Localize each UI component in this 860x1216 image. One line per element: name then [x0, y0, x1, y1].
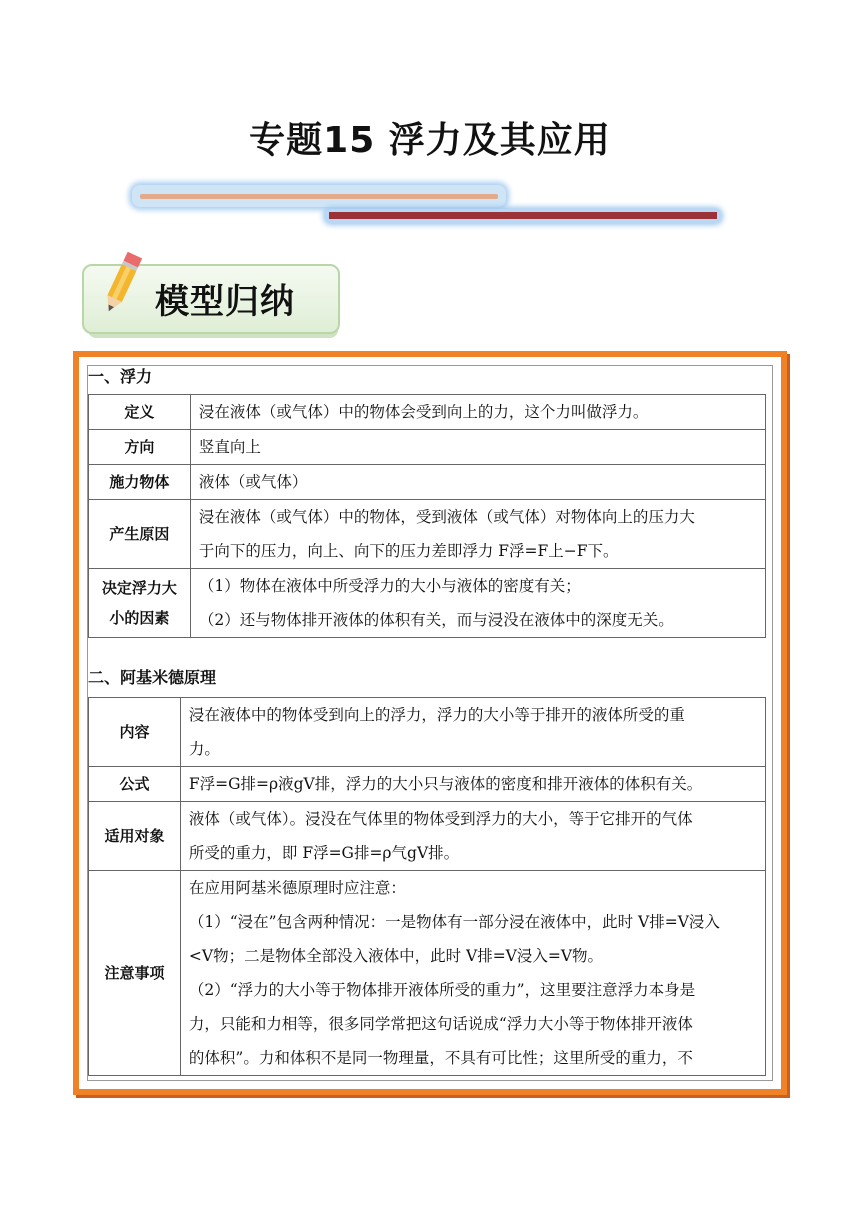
row-header: 注意事项	[89, 871, 181, 1076]
section1-heading: 一、浮力	[88, 367, 153, 386]
row-content: 液体（或气体）	[190, 465, 765, 500]
table-row	[89, 569, 766, 638]
content-line: 在应用阿基米德原理时应注意：	[188, 879, 406, 897]
content-line: 力。	[188, 740, 220, 758]
row-header: 内容	[89, 698, 181, 767]
row-content: 浸在液体（或气体）中的物体会受到向上的力，这个力叫做浮力。	[190, 395, 765, 430]
content-line: 的体积”。力和体积不是同一物理量，不具有可比性；这里所受的重力，不	[188, 1049, 693, 1067]
content-line: 于向下的压力，向上、向下的压力差即浮力 F浮=F上−F下。	[198, 542, 619, 560]
content-line: 力，只能和力相等，很多同学常把这句话说成“浮力大小等于物体排开液体	[188, 1015, 693, 1033]
row-content	[180, 698, 765, 767]
buoyancy-table	[88, 394, 766, 638]
content-line: （2）还与物体排开液体的体积有关，而与浸没在液体中的深度无关。	[198, 611, 674, 629]
decorative-bar-top	[132, 185, 506, 207]
page-title: 专题15 浮力及其应用	[249, 120, 611, 161]
content-line: （2）“浮力的大小等于物体排开液体所受的重力”，这里要注意浮力本身是	[188, 981, 696, 999]
decorative-bar-bottom	[325, 209, 721, 223]
content-line: （1）物体在液体中所受浮力的大小与液体的密度有关；	[198, 577, 581, 595]
row-header: 定义	[89, 395, 191, 430]
table-row	[89, 430, 766, 465]
row-header: 产生原因	[89, 500, 191, 569]
row-header: 适用对象	[89, 802, 181, 871]
content-line: 浸在液体中的物体受到向上的浮力，浮力的大小等于排开的液体所受的重	[188, 706, 685, 724]
row-content	[190, 569, 765, 638]
row-header	[89, 569, 191, 638]
content-line: 浸在液体（或气体）中的物体，受到液体（或气体）对物体向上的压力大	[198, 508, 695, 526]
content-line: 液体（或气体）。浸没在气体里的物体受到浮力的大小，等于它排开的气体	[188, 810, 693, 828]
row-header: 方向	[89, 430, 191, 465]
content-line: 所受的重力，即 F浮=G排=ρ气gV排。	[188, 844, 460, 862]
pencil-icon	[96, 250, 146, 320]
row-content	[180, 871, 765, 1076]
header-line: 小的因素	[109, 609, 170, 627]
row-header: 公式	[89, 767, 181, 802]
row-content: 竖直向上	[190, 430, 765, 465]
table-row	[89, 767, 766, 802]
row-content	[190, 500, 765, 569]
table-row	[89, 698, 766, 767]
archimedes-table	[88, 697, 766, 1076]
table-row	[89, 465, 766, 500]
table-row	[89, 871, 766, 1076]
section2-heading: 二、阿基米德原理	[88, 668, 217, 687]
row-header: 施力物体	[89, 465, 191, 500]
table-row	[89, 395, 766, 430]
content-line: （1）“浸在”包含两种情况：一是物体有一部分浸在液体中，此时 V排=V浸入	[188, 913, 720, 931]
header-line: 决定浮力大	[101, 579, 177, 597]
table-row	[89, 802, 766, 871]
row-content	[180, 802, 765, 871]
badge-label: 模型归纳	[155, 282, 295, 322]
row-content: F浮=G排=ρ液gV排，浮力的大小只与液体的密度和排开液体的体积有关。	[180, 767, 765, 802]
table-row	[89, 500, 766, 569]
content-line: <V物；二是物体全部没入液体中，此时 V排=V浸入=V物。	[188, 947, 604, 965]
